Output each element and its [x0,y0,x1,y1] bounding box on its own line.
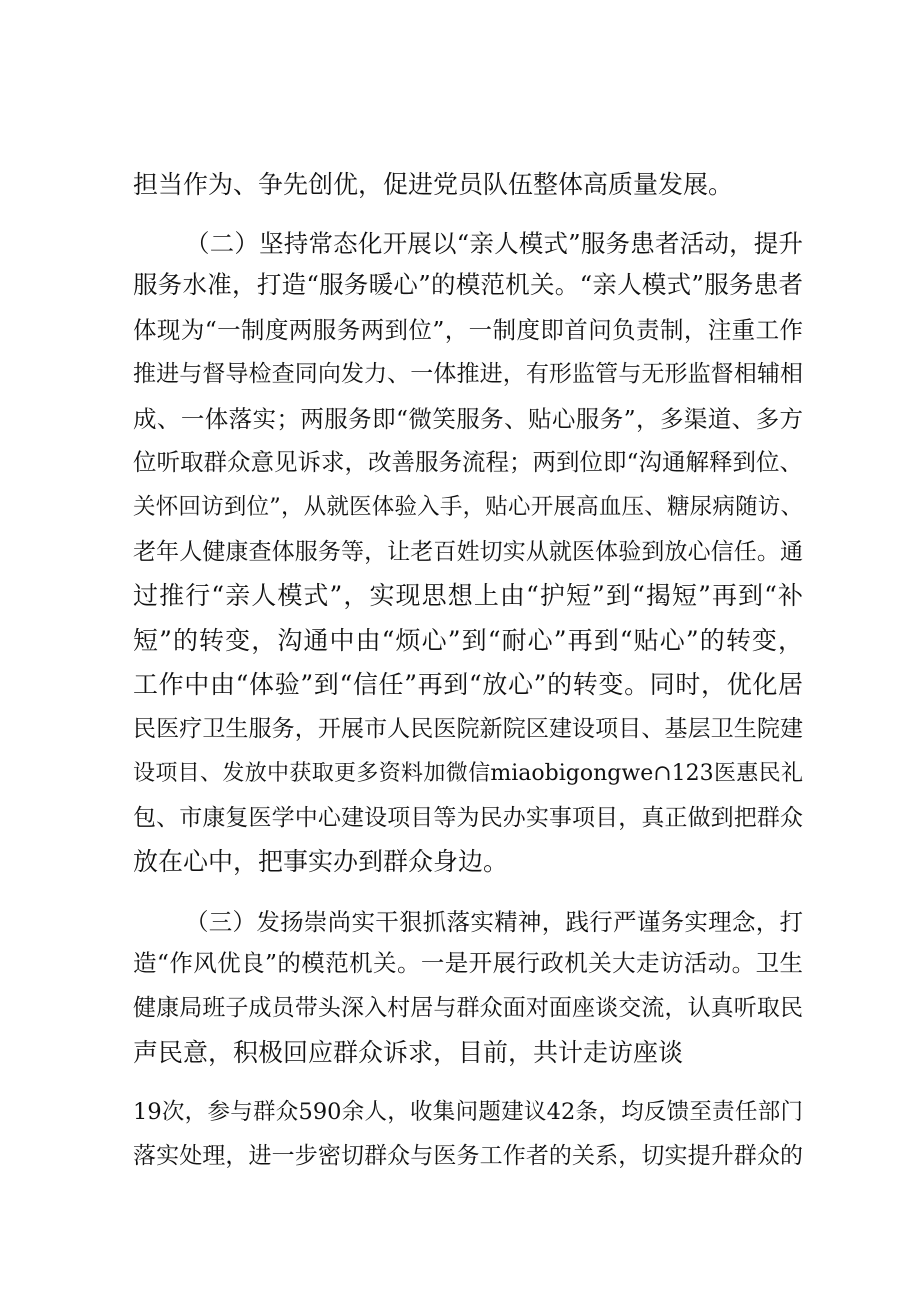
text-line: 推进与督导检查同向发力、一体推进，有形监管与无形监督相辅相 [133,361,803,387]
text-line: 放在心中，把事实办到群众身边。 [133,847,509,876]
text-line: 包、市康复医学中心建设项目等为民办实事项目，真正做到把群众 [133,805,803,831]
text-line: 短”的转变，沟通中由“烦心”到“耐心”再到“贴心”的转变， [133,626,803,655]
text-line: 设项目、发放中获取更多资料加微信miaobigongwe∩123医惠民礼 [133,761,803,786]
text-line: 声民意，积极回应群众诉求，目前，共计走访座谈 [133,1038,684,1067]
text-line: 落实处理，进一步密切群众与医务工作者的关系，切实提升群众的 [133,1143,803,1169]
text-line: （二）坚持常态化开展以“亲人模式”服务患者活动，提升 [185,229,803,258]
text-line: 造“作风优良”的模范机关。一是开展行政机关大走访活动。卫生 [133,949,803,977]
text-line: 成、一体落实；两服务即“微笑服务、贴心服务”，多渠道、多方 [133,405,803,433]
text-line: 服务水准，打造“服务暖心”的模范机关。“亲人模式”服务患者 [133,270,803,299]
text-line: 19次，参与群众590余人，收集问题建议42条，均反馈至责任部门 [133,1099,803,1125]
text-line: 民医疗卫生服务，开展市人民医院新院区建设项目、基层卫生院建 [133,716,803,742]
text-line: 老年人健康查体服务等，让老百姓切实从就医体验到放心信任。通 [133,539,803,565]
text-line: 关怀回访到位”，从就医体验入手，贴心开展高血压、糖尿病随访、 [133,494,803,520]
text-line: 担当作为、争先创优，促进党员队伍整体高质量发展。 [133,170,734,199]
text-line: 位听取群众意见诉求，改善服务流程；两到位即“沟通解释到位、 [133,448,804,476]
text-line: 过推行“亲人模式”，实现思想上由“护短”到“揭短”再到“补 [133,581,803,610]
text-line: 体现为“一制度两服务两到位”，一制度即首问负责制，注重工作 [133,316,803,344]
text-line: 健康局班子成员带头深入村居与群众面对面座谈交流，认真听取民 [133,995,803,1021]
text-line: 工作中由“体验”到“信任”再到“放心”的转变。同时，优化居 [133,670,803,699]
text-line: （三）发扬崇尚实干狠抓落实精神，践行严谨务实理念，打 [185,908,803,936]
